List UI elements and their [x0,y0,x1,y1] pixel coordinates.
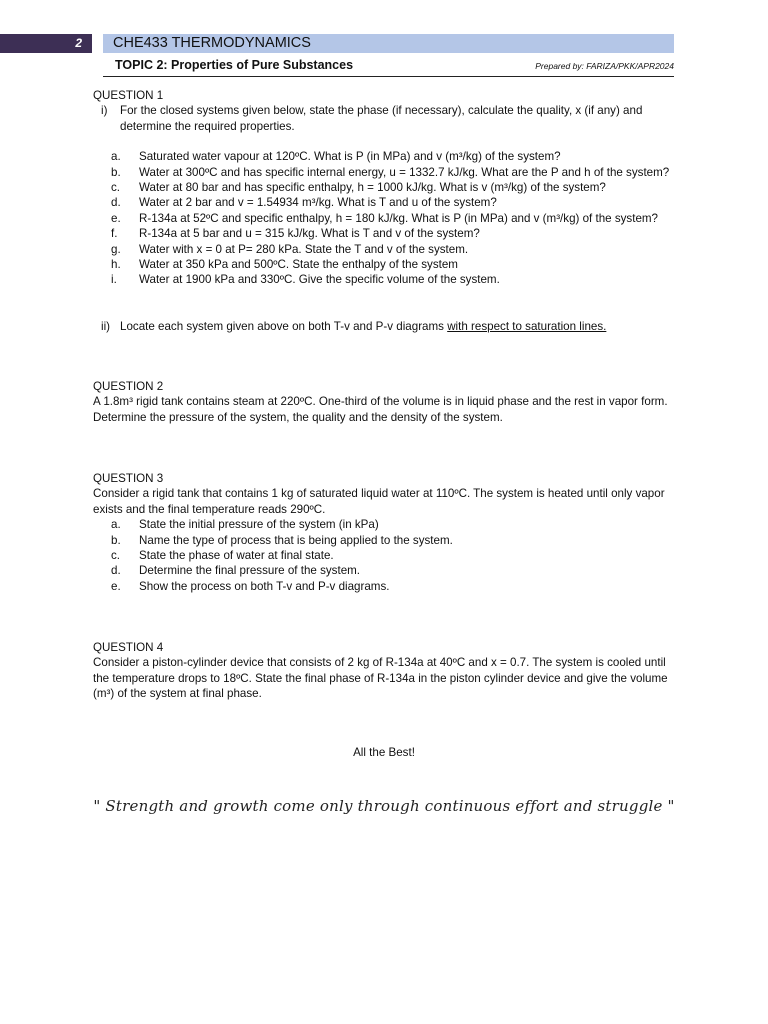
item-text: R-134a at 52ºC and specific enthalpy, h = 180 kJ/kg. What is P (in MPa) and v (m³/kg) of the system? [139,211,658,225]
question-2-text: A 1.8m³ rigid tank contains steam at 220ºC. One-third of the volume is in liquid phase and the rest in vapor form. Determine the pressure of the system, the quality and the density of the system. [93,395,668,424]
list-item [93,242,683,257]
list-item [93,533,683,548]
motivational-quote: " Strength and growth come only through continuous effort and struggle " [93,797,675,815]
item-letter: e. [111,579,121,593]
question-2 [93,379,683,425]
part-ii-number: ii) [101,319,111,333]
question-1-item-list [93,149,683,288]
page-number: 2 [0,34,92,53]
list-item [93,149,683,164]
list-item [93,579,683,594]
question-4 [93,640,683,702]
item-letter: c. [111,181,121,195]
question-1-part-i [93,103,683,134]
question-1-part-ii [93,319,683,334]
item-text: State the phase of water at final state. [139,549,334,563]
item-letter: d. [111,196,121,210]
item-letter: g. [111,242,121,256]
topic-title: TOPIC 2: Properties of Pure Substances [115,58,354,72]
list-item [93,272,683,287]
list-item [93,211,683,226]
item-text: Name the type of process that is being applied to the system. [139,533,453,547]
item-text: Determine the final pressure of the system. [139,564,361,578]
course-title: CHE433 THERMODYNAMICS [113,35,311,51]
item-text: Water with x = 0 at P= 280 kPa. State the T and v of the system. [139,242,469,256]
item-letter: i. [111,273,117,287]
item-letter: a. [111,518,121,532]
part-ii-underlined-text: with respect to saturation lines. [447,319,607,333]
list-item [93,257,683,272]
item-text: R-134a at 5 bar and u = 315 kJ/kg. What is T and v of the system? [139,227,480,241]
topic-header [103,58,674,77]
question-3-text: Consider a rigid tank that contains 1 kg of saturated liquid water at 110ºC. The system is heated until only vapor exists and the final temperature reads 290ºC. [93,487,665,516]
item-text: Water at 350 kPa and 500ºC. State the enthalpy of the system [139,258,458,272]
question-1-heading: QUESTION 1 [93,89,164,102]
part-i-text: For the closed systems given below, state the phase (if necessary), calculate the quality, x (if any) and determine the required properties. [120,104,643,133]
list-item [93,517,683,532]
list-item [93,563,683,578]
item-text: State the initial pressure of the system (in kPa) [139,518,379,532]
list-item [93,165,683,180]
item-letter: b. [111,533,121,547]
question-2-heading: QUESTION 2 [93,380,164,393]
list-item [93,548,683,563]
list-item [93,180,683,195]
item-text: Water at 2 bar and v = 1.54934 m³/kg. What is T and u of the system? [139,196,497,210]
course-title-bar [103,34,674,53]
item-letter: h. [111,258,121,272]
item-text: Water at 300ºC and has specific internal energy, u = 1332.7 kJ/kg. What are the P and h of the system? [139,165,670,179]
question-3-heading: QUESTION 3 [93,472,164,485]
item-letter: d. [111,564,121,578]
item-letter: c. [111,549,121,563]
item-text: Water at 80 bar and has specific enthalpy, h = 1000 kJ/kg. What is v (m³/kg) of the system? [139,181,606,195]
item-text: Saturated water vapour at 120ºC. What is P (in MPa) and v (m³/kg) of the system? [139,150,561,164]
question-1 [93,88,683,334]
question-4-text: Consider a piston-cylinder device that consists of 2 kg of R-134a at 40ºC and x = 0.7. The system is cooled until the temperature drops to 18ºC. State the final phase of R-134a in the piston cylinder device and give the volume (m³) of the system at final phase. [93,656,668,701]
part-ii-text: Locate each system given above on both T-v and P-v diagrams [120,319,448,333]
item-text: Show the process on both T-v and P-v diagrams. [139,579,390,593]
question-4-heading: QUESTION 4 [93,641,164,654]
item-letter: a. [111,150,121,164]
item-text: Water at 1900 kPa and 330ºC. Give the specific volume of the system. [139,273,500,287]
question-3 [93,471,683,594]
list-item [93,226,683,241]
closing-message: All the Best! [353,746,415,759]
question-3-item-list [93,517,683,594]
item-letter: f. [111,227,118,241]
part-i-number: i) [101,104,108,118]
item-letter: b. [111,165,121,179]
prepared-by: Prepared by: FARIZA/PKK/APR2024 [535,61,674,71]
item-letter: e. [111,211,121,225]
list-item [93,195,683,210]
